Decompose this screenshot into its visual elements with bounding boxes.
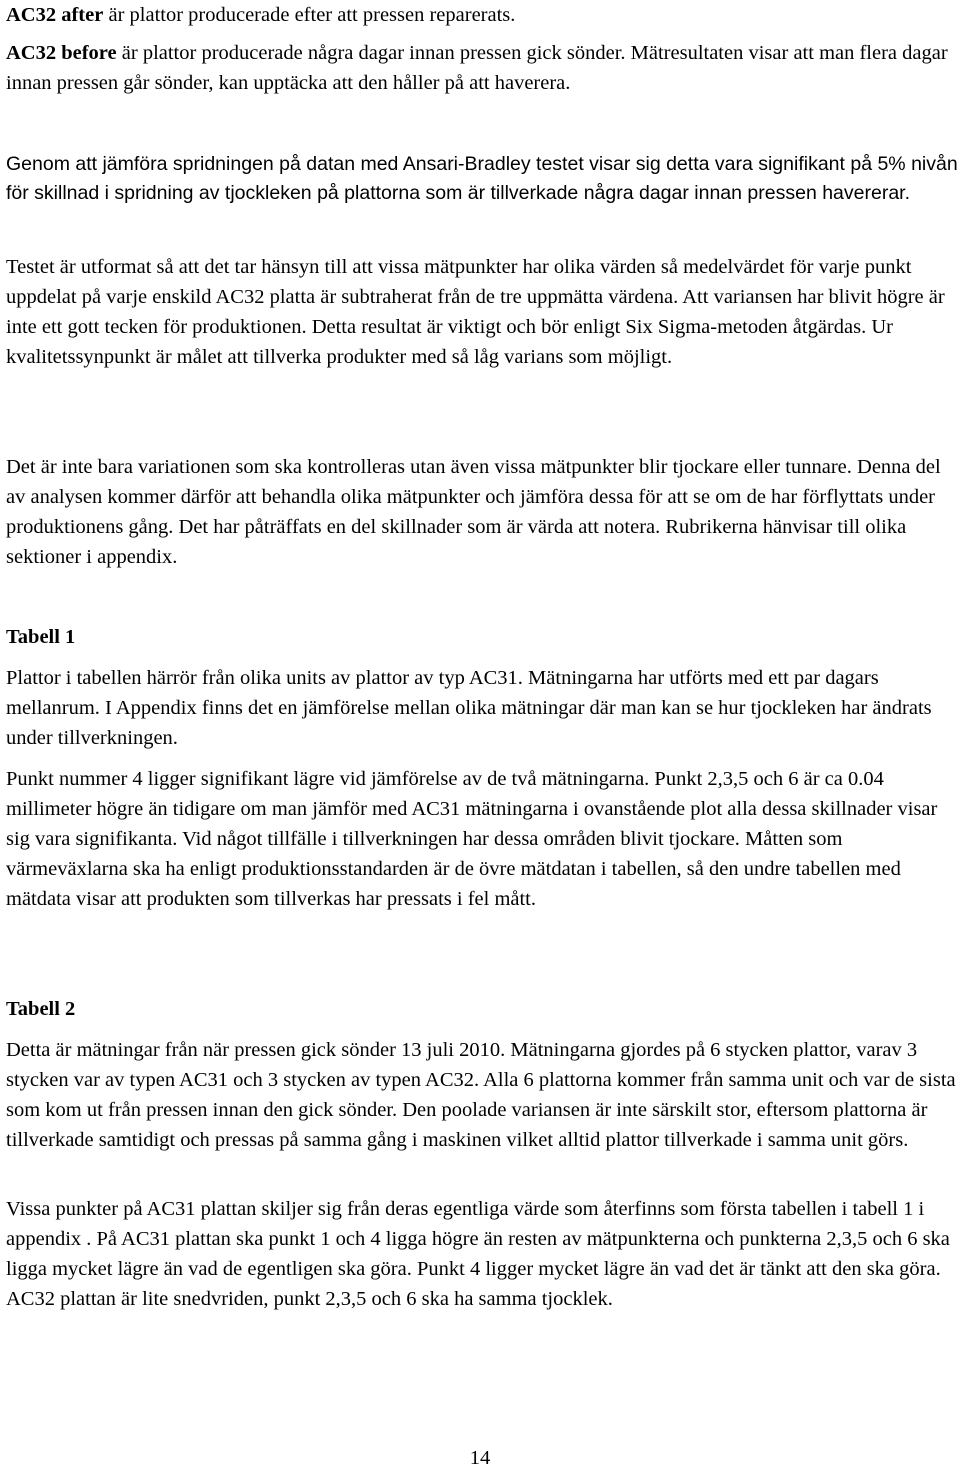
paragraph-ac32-before	[6, 38, 960, 98]
term-ac32-after: AC32 after	[6, 4, 104, 26]
heading-tabell-2: Tabell 2	[6, 998, 76, 1020]
paragraph-ac32-after	[6, 0, 960, 30]
term-ac32-before: AC32 before	[6, 42, 117, 64]
paragraph-ansari-bradley: Genom att jämföra spridningen på datan med Ansari-Bradley testet visar sig detta vara signifikant på 5% nivån för skillnad i spridning av tjockleken på plattorna som är tillverkade några dagar innan pressen havererar.	[6, 153, 958, 204]
paragraph-test-design: Testet är utformat så att det tar hänsyn till att vissa mätpunkter har olika värden så medelvärdet för varje punkt uppdelat på varje enskild AC32 platta är subtraherat från de tre uppmätta värdena. Att variansen har blivit högre är inte ett gott tecken för produktionen. Detta resultat är viktigt och bör enligt Six Sigma-metoden åtgärdas. Ur kvalitetssynpunkt är målet att tillverka produkter med så låg varians som möjligt.	[6, 256, 945, 368]
page-number: 14	[469, 1447, 491, 1469]
paragraph-tabell-2-results: Vissa punkter på AC31 plattan skiljer sig från deras egentliga värde som återfinns som första tabellen i tabell 1 i appendix . På AC31 plattan ska punkt 1 och 4 ligga högre än resten av mätpunkterna och punkterna 2,3,5 och 6 ska ligga mycket lägre än vad de egentligen ska göra. Punkt 4 ligger mycket lägre än vad det är tänkt att den ska göra. AC32 plattan är lite snedvriden, punkt 2,3,5 och 6 ska ha samma tjocklek.	[6, 1198, 950, 1310]
paragraph-tabell-2-intro: Detta är mätningar från när pressen gick sönder 13 juli 2010. Mätningarna gjordes på 6 stycken plattor, varav 3 stycken var av typen AC31 och 3 stycken av typen AC32. Alla 6 plattorna kommer från samma unit och var de sista som kom ut från pressen innan den gick sönder. Den poolade variansen är inte särskilt stor, eftersom plattorna är tillverkade samtidigt och pressas på samma gång i maskinen vilket alltid plattor tillverkade i samma unit görs.	[6, 1039, 956, 1151]
paragraph-tabell-1-intro: Plattor i tabellen härrör från olika units av plattor av typ AC31. Mätningarna har utförts med ett par dagars mellanrum. I Appendix finns det en jämförelse mellan olika mätningar där man kan se hur tjockleken har ändrats under tillverkningen.	[6, 667, 932, 749]
paragraph-tabell-1-results: Punkt nummer 4 ligger signifikant lägre vid jämförelse av de två mätningarna. Punkt 2,3,5 och 6 är ca 0.04 millimeter högre än tidigare om man jämför med AC31 mätningarna i ovanstående plot alla dessa skillnader visar sig vara signifikanta. Vid något tillfälle i tillverkningen har dessa områden blivit tjockare. Måtten som värmeväxlarna ska ha enligt produktionsstandarden är de övre mätdatan i tabellen, så den undre tabellen med mätdata visar att produkten som tillverkas har pressats i fel mått.	[6, 768, 938, 910]
paragraph-text: är plattor producerade några dagar innan pressen gick sönder. Mätresultaten visar att man flera dagar innan pressen går sönder, kan upptäcka att den håller på att haverera.	[6, 42, 948, 94]
heading-tabell-1: Tabell 1	[6, 626, 76, 648]
document-page	[6, 0, 960, 1470]
paragraph-text: är plattor producerade efter att pressen reparerats.	[103, 4, 516, 26]
paragraph-measurement-points: Det är inte bara variationen som ska kontrolleras utan även vissa mätpunkter blir tjockare eller tunnare. Denna del av analysen kommer därför att behandla olika mätpunkter och jämföra dessa för att se om de har förflyttats under produktionens gång. Det har påträffats en del skillnader som är värda att notera. Rubrikerna hänvisar till olika sektioner i appendix.	[6, 456, 941, 568]
